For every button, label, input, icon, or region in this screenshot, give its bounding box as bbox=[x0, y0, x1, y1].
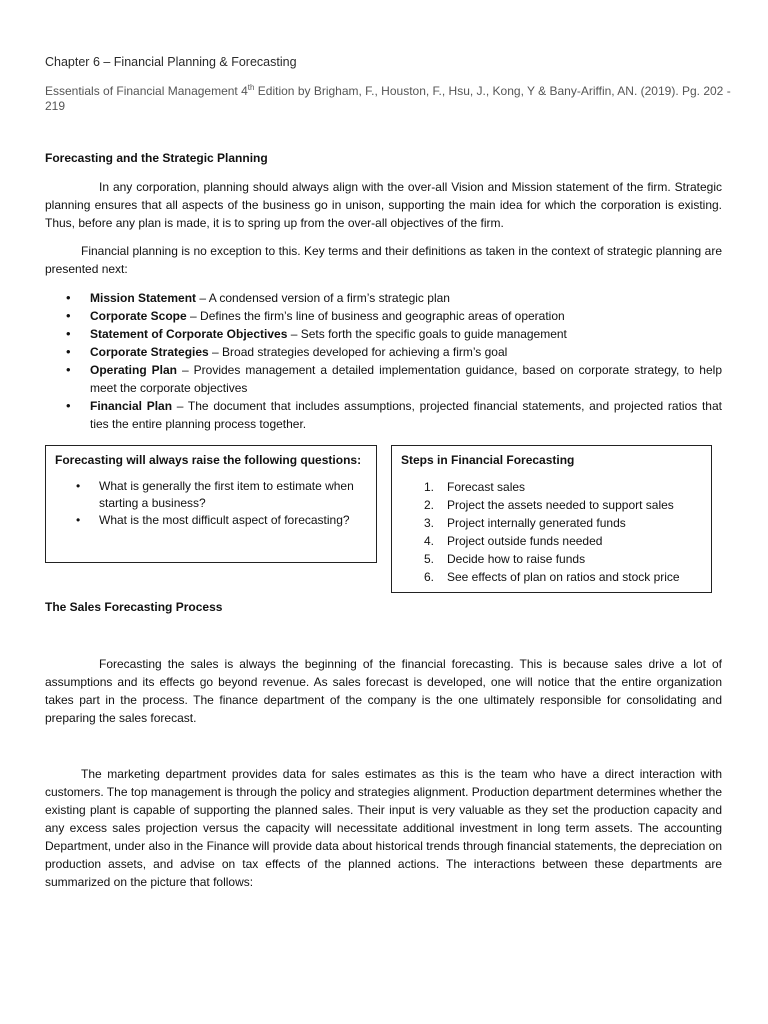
list-item bbox=[392, 550, 680, 568]
section-heading-sales-forecasting: The Sales Forecasting Process bbox=[45, 600, 223, 614]
list-item bbox=[392, 568, 680, 586]
step-text: Project outside funds needed bbox=[447, 534, 603, 548]
definition-desc: – Broad strategies developed for achieving a firm’s goal bbox=[208, 345, 508, 359]
definition-desc: – The document that includes assumptions, projected financial statements, and projected ratios that ties the entire planning process together. bbox=[90, 399, 722, 431]
step-number: 5. bbox=[424, 552, 435, 566]
step-number: 3. bbox=[424, 516, 435, 530]
step-text: Forecast sales bbox=[447, 480, 526, 494]
definition-term: Financial Plan bbox=[90, 399, 173, 413]
list-item bbox=[45, 343, 722, 361]
questions-box-title: Forecasting will always raise the following questions: bbox=[55, 453, 362, 467]
paragraph-text: Financial planning is no exception to this. Key terms and their definitions as taken in the context of strategic planning are presented next: bbox=[45, 244, 722, 276]
definition-desc: – Sets forth the specific goals to guide management bbox=[287, 327, 567, 341]
list-item bbox=[392, 514, 680, 532]
citation-superscript: th bbox=[247, 83, 255, 92]
definition-term: Mission Statement bbox=[90, 291, 197, 305]
definition-desc: – Defines the firm’s line of business and geographic areas of operation bbox=[186, 309, 565, 323]
paragraph-text: In any corporation, planning should always align with the over-all Vision and Mission statement of the firm. Strategic planning ensures that all aspects of the business go in unison, supporting the main idea for which the corporation is existing. Thus, before any plan is made, it is to spring up from the over-all objectives of the firm. bbox=[45, 180, 722, 230]
definition-term: Operating Plan bbox=[90, 363, 178, 377]
section-heading-strategic-planning: Forecasting and the Strategic Planning bbox=[45, 151, 268, 165]
step-text: See effects of plan on ratios and stock price bbox=[447, 570, 680, 584]
list-item: • What is generally the first item to estimate when starting a business? bbox=[46, 478, 376, 512]
questions-list bbox=[46, 478, 376, 529]
step-text: Project internally generated funds bbox=[447, 516, 626, 530]
questions-box bbox=[45, 445, 377, 563]
paragraph-text: Forecasting the sales is always the beginning of the financial forecasting. This is because sales drive a lot of assumptions and its effects go beyond revenue. As sales forecast is developed, one will notice that the entire organization takes part in the process. The finance department of the company is the one ultimately responsible for consolidating and preparing the sales forecast. bbox=[45, 657, 722, 725]
citation-text-rest: Edition by Brigham, F., Houston, F., Hsu, J., Kong, Y & Bany-Ariffin, AN. (2019). Pg. 202 - 219 bbox=[45, 84, 731, 113]
paragraph-financial-planning bbox=[45, 242, 722, 278]
definition-desc: – A condensed version of a firm’s strategic plan bbox=[196, 291, 450, 305]
definition-term: Corporate Scope bbox=[90, 309, 187, 323]
list-item: • What is the most difficult aspect of forecasting? bbox=[46, 512, 376, 529]
list-item bbox=[392, 532, 680, 550]
list-item bbox=[392, 478, 680, 496]
list-item bbox=[392, 496, 680, 514]
list-item bbox=[45, 307, 722, 325]
step-number: 1. bbox=[424, 480, 435, 494]
step-text: Project the assets needed to support sales bbox=[447, 498, 674, 512]
chapter-title: Chapter 6 – Financial Planning & Forecasting bbox=[45, 55, 297, 69]
step-number: 2. bbox=[424, 498, 435, 512]
list-item bbox=[45, 397, 722, 433]
list-item bbox=[45, 325, 722, 343]
definition-desc: – Provides management a detailed implementation guidance, based on corporate strategy, to help meet the corporate objectives bbox=[90, 363, 722, 395]
citation bbox=[45, 80, 735, 114]
definitions-list bbox=[45, 289, 722, 433]
citation-text: Essentials of Financial Management 4 bbox=[45, 84, 248, 98]
step-number: 6. bbox=[424, 570, 435, 584]
definition-term: Corporate Strategies bbox=[90, 345, 209, 359]
paragraph-strategic-planning bbox=[45, 178, 722, 232]
paragraph-sales-forecasting bbox=[45, 655, 722, 727]
steps-box-title: Steps in Financial Forecasting bbox=[401, 453, 575, 467]
step-text: Decide how to raise funds bbox=[447, 552, 586, 566]
steps-list bbox=[392, 478, 680, 586]
paragraph-departments bbox=[45, 765, 722, 891]
steps-box bbox=[391, 445, 712, 593]
definition-term: Statement of Corporate Objectives bbox=[90, 327, 288, 341]
paragraph-text: The marketing department provides data for sales estimates as this is the team who have a direct interaction with customers. The top management is through the policy and strategies alignment. Production department determines whether the existing plant is capable of supporting the planned sales. Their input is very valuable as they set the production capacity and any excess sales projection versus the capacity will necessitate additional investment in long term assets. The accounting Department, under also in the Finance will provide data about historical trends through financial statements, the depreciation on production assets, and advise on tax effects of the planned actions. The interactions between these departments are summarized on the picture that follows: bbox=[45, 767, 722, 889]
list-item bbox=[45, 361, 722, 397]
list-item bbox=[45, 289, 722, 307]
step-number: 4. bbox=[424, 534, 435, 548]
